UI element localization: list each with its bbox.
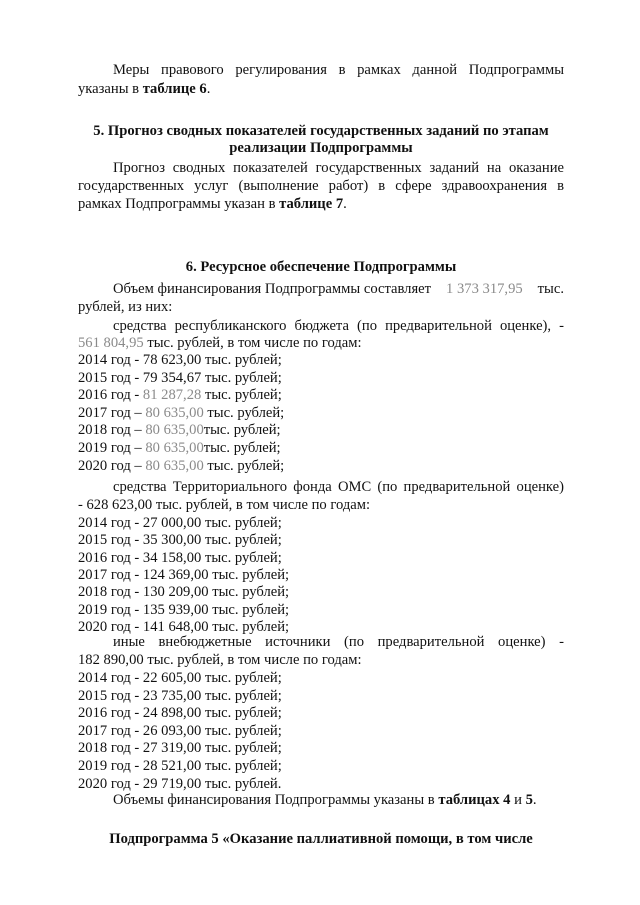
section-5-paragraph-line-1: Прогноз сводных показателей государственных заданий на оказание: [113, 160, 564, 176]
other-sources-year-row: 2020 год - 29 719,00 тыс. рублей.: [78, 775, 282, 792]
section-5-paragraph-line-3: рамках Подпрограммы указан в таблице 7.: [78, 196, 347, 212]
total-financing-line: Объем финансирования Подпрограммы составляет 1 373 317,95 тыс.: [113, 281, 564, 297]
oms-fund-year-row: 2015 год - 35 300,00 тыс. рублей;: [78, 532, 282, 549]
section-5-paragraph-line-2: государственных услуг (выполнение работ) в сфере здравоохранения в: [78, 178, 564, 194]
year-amount: 78 623,00: [142, 352, 202, 368]
republic-budget-year-row: 2018 год – 80 635,00тыс. рублей;: [78, 422, 281, 439]
year-amount: 80 635,00: [145, 422, 204, 439]
section-6-heading: 6. Ресурсное обеспечение Подпрограммы: [185, 259, 457, 275]
paragraph-legal-regulation-line-2: указаны в таблице 6.: [78, 81, 211, 97]
republic-budget-year-row: 2017 год – 80 635,00 тыс. рублей;: [78, 404, 285, 421]
republic-budget-year-row: 2016 год - 81 287,28 тыс. рублей;: [78, 387, 282, 404]
other-sources-year-row: 2019 год - 28 521,00 тыс. рублей;: [78, 758, 282, 774]
year-amount: 79 354,67: [142, 369, 202, 386]
other-sources-year-row: 2017 год - 26 093,00 тыс. рублей;: [78, 722, 282, 739]
section-5-heading-line-2: реализации Подпрограммы: [229, 140, 413, 156]
year-amount: 80 635,00: [145, 440, 204, 456]
oms-fund-year-row: 2017 год - 124 369,00 тыс. рублей;: [78, 566, 290, 583]
table-6-reference: таблице 6: [142, 81, 207, 97]
year-amount: 80 635,00: [145, 457, 204, 474]
other-sources-line-2: 182 890,00 тыс. рублей, в том числе по годам:: [78, 652, 362, 668]
republic-budget-total-value: 561 804,95: [78, 335, 144, 351]
other-sources-year-row: 2016 год - 24 898,00 тыс. рублей;: [78, 705, 282, 722]
other-sources-year-row: 2014 год - 22 605,00 тыс. рублей;: [78, 670, 282, 686]
oms-fund-year-row: 2019 год - 135 939,00 тыс. рублей;: [78, 601, 290, 618]
table-7-reference: таблице 7: [279, 196, 344, 212]
subprogram-5-heading: Подпрограмма 5 «Оказание паллиативной помощи, в том числе: [109, 831, 533, 847]
other-sources-year-row: 2015 год - 23 735,00 тыс. рублей;: [78, 687, 282, 704]
year-amount: 81 287,28: [142, 387, 202, 404]
other-sources-line-1: иные внебюджетные источники (по предварительной оценке) -: [113, 634, 564, 650]
republic-budget-year-row: 2014 год - 78 623,00 тыс. рублей;: [78, 352, 282, 368]
oms-fund-year-row: 2020 год - 141 648,00 тыс. рублей;: [78, 618, 290, 635]
oms-fund-year-row: 2016 год - 34 158,00 тыс. рублей;: [78, 549, 282, 566]
financing-tables-reference: Объемы финансирования Подпрограммы указаны в таблицах 4 и 5.: [113, 792, 537, 808]
republic-budget-line-2: 561 804,95 тыс. рублей, в том числе по годам:: [78, 335, 362, 351]
total-financing-value: 1 373 317,95: [446, 281, 523, 297]
total-financing-line-2: рублей, из них:: [78, 299, 173, 315]
oms-fund-year-row: 2014 год - 27 000,00 тыс. рублей;: [78, 515, 282, 531]
oms-fund-line-1: средства Территориального фонда ОМС (по предварительной оценке): [113, 479, 564, 495]
section-5-heading-line-1: 5. Прогноз сводных показателей государственных заданий по этапам: [93, 123, 549, 139]
other-sources-year-row: 2018 год - 27 319,00 тыс. рублей;: [78, 740, 282, 757]
paragraph-legal-regulation-line-1: Меры правового регулирования в рамках данной Подпрограммы: [113, 62, 564, 78]
oms-fund-year-row: 2018 год - 130 209,00 тыс. рублей;: [78, 584, 290, 601]
republic-budget-year-row: 2020 год – 80 635,00 тыс. рублей;: [78, 457, 285, 474]
republic-budget-year-row: 2019 год – 80 635,00тыс. рублей;: [78, 440, 281, 456]
oms-fund-line-2: - 628 623,00 тыс. рублей, в том числе по годам:: [78, 497, 371, 513]
year-amount: 80 635,00: [145, 404, 204, 421]
republic-budget-line-1: средства республиканского бюджета (по предварительной оценке), -: [113, 318, 564, 334]
republic-budget-year-row: 2015 год - 79 354,67 тыс. рублей;: [78, 369, 282, 386]
